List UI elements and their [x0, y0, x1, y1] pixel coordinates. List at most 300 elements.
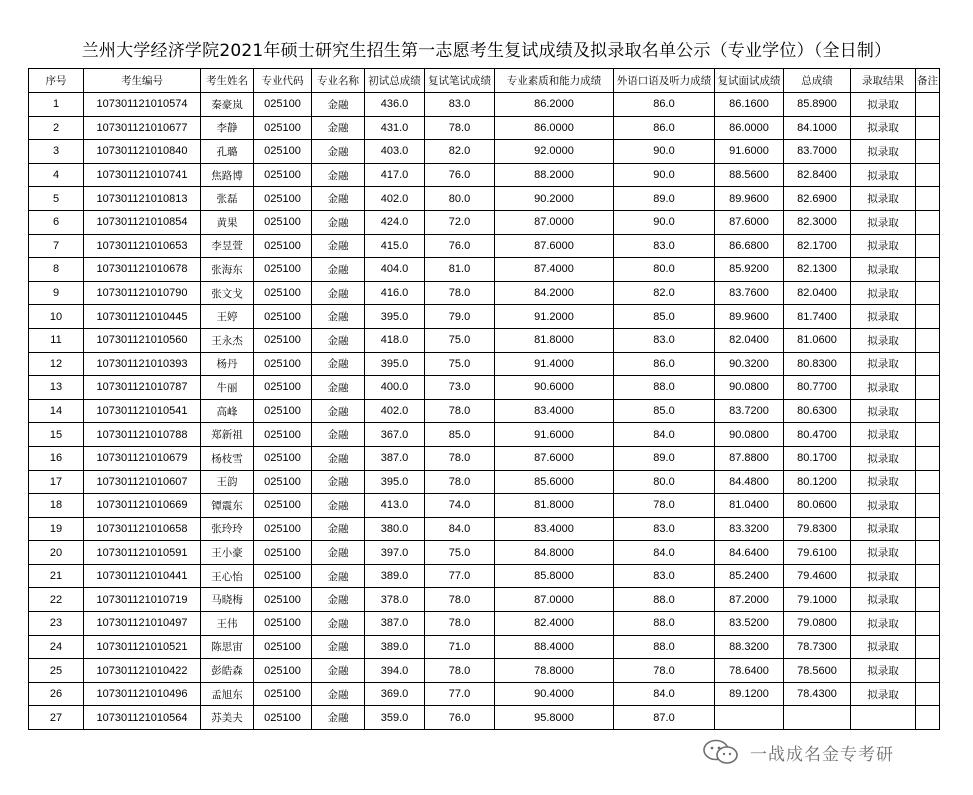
cell-major-name: 金融 [312, 635, 365, 659]
cell-language-score: 90.0 [614, 140, 715, 164]
cell-exam-id: 107301121010840 [84, 140, 201, 164]
cell-remark [916, 635, 940, 659]
cell-index: 14 [29, 399, 84, 423]
cell-remark [916, 517, 940, 541]
cell-major-code: 025100 [254, 140, 312, 164]
cell-remark [916, 210, 940, 234]
cell-interview-score [715, 706, 784, 730]
cell-written-score: 78.0 [425, 588, 495, 612]
cell-remark [916, 281, 940, 305]
cell-interview-score: 89.9600 [715, 305, 784, 329]
cell-major-code: 025100 [254, 494, 312, 518]
cell-language-score: 85.0 [614, 399, 715, 423]
cell-result: 拟录取 [851, 258, 916, 282]
cell-exam-id: 107301121010658 [84, 517, 201, 541]
cell-language-score: 78.0 [614, 659, 715, 683]
table-row [29, 234, 940, 258]
cell-ability-score: 87.0000 [495, 588, 614, 612]
col-header-total-score: 总成绩 [784, 69, 851, 93]
cell-language-score: 84.0 [614, 541, 715, 565]
results-table [28, 68, 940, 730]
cell-major-code: 025100 [254, 588, 312, 612]
cell-name: 黄果 [201, 210, 254, 234]
cell-total-score: 83.7000 [784, 140, 851, 164]
cell-total-score: 80.0600 [784, 494, 851, 518]
cell-written-score: 78.0 [425, 116, 495, 140]
cell-major-code: 025100 [254, 470, 312, 494]
table-row [29, 399, 940, 423]
cell-initial-score: 413.0 [365, 494, 425, 518]
cell-remark [916, 612, 940, 636]
cell-ability-score: 84.2000 [495, 281, 614, 305]
cell-major-name: 金融 [312, 234, 365, 258]
cell-result: 拟录取 [851, 446, 916, 470]
cell-interview-score: 89.9600 [715, 187, 784, 211]
watermark-text: 一战成名金专考研 [750, 744, 894, 765]
cell-exam-id: 107301121010788 [84, 423, 201, 447]
cell-exam-id: 107301121010679 [84, 446, 201, 470]
cell-major-code: 025100 [254, 234, 312, 258]
cell-written-score: 76.0 [425, 234, 495, 258]
cell-result: 拟录取 [851, 564, 916, 588]
cell-initial-score: 395.0 [365, 305, 425, 329]
cell-major-code: 025100 [254, 258, 312, 282]
cell-interview-score: 86.0000 [715, 116, 784, 140]
cell-remark [916, 116, 940, 140]
cell-index: 12 [29, 352, 84, 376]
cell-major-name: 金融 [312, 706, 365, 730]
cell-major-name: 金融 [312, 258, 365, 282]
cell-name: 王小豪 [201, 541, 254, 565]
cell-language-score: 90.0 [614, 210, 715, 234]
cell-major-code: 025100 [254, 659, 312, 683]
cell-language-score: 84.0 [614, 423, 715, 447]
cell-language-score: 84.0 [614, 682, 715, 706]
cell-result: 拟录取 [851, 612, 916, 636]
table-row [29, 659, 940, 683]
cell-initial-score: 387.0 [365, 612, 425, 636]
cell-interview-score: 91.6000 [715, 140, 784, 164]
table-row [29, 470, 940, 494]
cell-major-code: 025100 [254, 210, 312, 234]
cell-total-score: 82.1300 [784, 258, 851, 282]
cell-exam-id: 107301121010813 [84, 187, 201, 211]
cell-initial-score: 418.0 [365, 328, 425, 352]
cell-interview-score: 84.4800 [715, 470, 784, 494]
cell-remark [916, 423, 940, 447]
cell-ability-score: 83.4000 [495, 517, 614, 541]
cell-language-score: 88.0 [614, 635, 715, 659]
cell-major-name: 金融 [312, 423, 365, 447]
cell-initial-score: 431.0 [365, 116, 425, 140]
cell-ability-score: 91.2000 [495, 305, 614, 329]
cell-total-score [784, 706, 851, 730]
cell-major-code: 025100 [254, 399, 312, 423]
cell-index: 24 [29, 635, 84, 659]
cell-ability-score: 91.6000 [495, 423, 614, 447]
cell-written-score: 84.0 [425, 517, 495, 541]
cell-name: 高峰 [201, 399, 254, 423]
table-row [29, 494, 940, 518]
table-row [29, 588, 940, 612]
cell-result: 拟录取 [851, 305, 916, 329]
table-row [29, 517, 940, 541]
cell-ability-score: 86.0000 [495, 116, 614, 140]
cell-major-name: 金融 [312, 163, 365, 187]
cell-remark [916, 258, 940, 282]
table-row [29, 93, 940, 117]
cell-exam-id: 107301121010422 [84, 659, 201, 683]
cell-index: 18 [29, 494, 84, 518]
cell-name: 张玲玲 [201, 517, 254, 541]
cell-name: 王心怡 [201, 564, 254, 588]
cell-ability-score: 84.8000 [495, 541, 614, 565]
cell-initial-score: 397.0 [365, 541, 425, 565]
cell-index: 16 [29, 446, 84, 470]
cell-major-code: 025100 [254, 328, 312, 352]
cell-index: 17 [29, 470, 84, 494]
cell-result: 拟录取 [851, 163, 916, 187]
cell-written-score: 77.0 [425, 564, 495, 588]
cell-written-score: 78.0 [425, 446, 495, 470]
cell-major-name: 金融 [312, 541, 365, 565]
cell-initial-score: 369.0 [365, 682, 425, 706]
cell-major-code: 025100 [254, 612, 312, 636]
table-row [29, 281, 940, 305]
header-row [29, 69, 940, 93]
cell-major-name: 金融 [312, 682, 365, 706]
cell-major-name: 金融 [312, 612, 365, 636]
cell-initial-score: 395.0 [365, 470, 425, 494]
cell-interview-score: 83.7200 [715, 399, 784, 423]
cell-ability-score: 88.4000 [495, 635, 614, 659]
cell-exam-id: 107301121010678 [84, 258, 201, 282]
table-row [29, 305, 940, 329]
cell-written-score: 77.0 [425, 682, 495, 706]
cell-major-code: 025100 [254, 116, 312, 140]
cell-remark [916, 399, 940, 423]
cell-ability-score: 87.6000 [495, 234, 614, 258]
cell-interview-score: 85.2400 [715, 564, 784, 588]
cell-major-code: 025100 [254, 93, 312, 117]
table-row [29, 706, 940, 730]
cell-major-code: 025100 [254, 517, 312, 541]
table-body [29, 93, 940, 730]
cell-written-score: 78.0 [425, 659, 495, 683]
cell-exam-id: 107301121010741 [84, 163, 201, 187]
cell-result: 拟录取 [851, 423, 916, 447]
cell-ability-score: 87.6000 [495, 446, 614, 470]
cell-remark [916, 140, 940, 164]
cell-result: 拟录取 [851, 659, 916, 683]
cell-index: 25 [29, 659, 84, 683]
cell-ability-score: 83.4000 [495, 399, 614, 423]
cell-language-score: 86.0 [614, 352, 715, 376]
cell-index: 3 [29, 140, 84, 164]
col-header-result: 录取结果 [851, 69, 916, 93]
cell-name: 秦豪岚 [201, 93, 254, 117]
cell-exam-id: 107301121010790 [84, 281, 201, 305]
cell-major-name: 金融 [312, 659, 365, 683]
cell-exam-id: 107301121010719 [84, 588, 201, 612]
col-header-name: 考生姓名 [201, 69, 254, 93]
cell-interview-score: 78.6400 [715, 659, 784, 683]
cell-ability-score: 85.6000 [495, 470, 614, 494]
cell-remark [916, 305, 940, 329]
cell-ability-score: 81.8000 [495, 328, 614, 352]
cell-initial-score: 378.0 [365, 588, 425, 612]
cell-name: 杨丹 [201, 352, 254, 376]
cell-name: 焦路博 [201, 163, 254, 187]
cell-result: 拟录取 [851, 93, 916, 117]
cell-remark [916, 494, 940, 518]
cell-name: 王婷 [201, 305, 254, 329]
cell-written-score: 78.0 [425, 612, 495, 636]
cell-ability-score: 85.8000 [495, 564, 614, 588]
cell-ability-score: 90.4000 [495, 682, 614, 706]
cell-language-score: 82.0 [614, 281, 715, 305]
table-row [29, 140, 940, 164]
cell-interview-score: 87.2000 [715, 588, 784, 612]
cell-exam-id: 107301121010560 [84, 328, 201, 352]
cell-initial-score: 389.0 [365, 564, 425, 588]
cell-language-score: 80.0 [614, 258, 715, 282]
cell-result: 拟录取 [851, 281, 916, 305]
cell-result: 拟录取 [851, 187, 916, 211]
col-header-interview-score: 复试面试成绩 [715, 69, 784, 93]
cell-major-code: 025100 [254, 305, 312, 329]
cell-exam-id: 107301121010496 [84, 682, 201, 706]
cell-exam-id: 107301121010393 [84, 352, 201, 376]
table-row [29, 541, 940, 565]
table-row [29, 163, 940, 187]
cell-language-score: 85.0 [614, 305, 715, 329]
cell-remark [916, 446, 940, 470]
cell-name: 张海东 [201, 258, 254, 282]
wechat-icon [700, 738, 744, 766]
cell-ability-score: 81.8000 [495, 494, 614, 518]
cell-result [851, 706, 916, 730]
cell-remark [916, 328, 940, 352]
cell-index: 21 [29, 564, 84, 588]
cell-index: 5 [29, 187, 84, 211]
cell-interview-score: 89.1200 [715, 682, 784, 706]
cell-initial-score: 367.0 [365, 423, 425, 447]
cell-major-code: 025100 [254, 635, 312, 659]
cell-interview-score: 83.7600 [715, 281, 784, 305]
cell-index: 13 [29, 376, 84, 400]
cell-remark [916, 682, 940, 706]
cell-written-score: 81.0 [425, 258, 495, 282]
cell-remark [916, 564, 940, 588]
cell-index: 22 [29, 588, 84, 612]
cell-initial-score: 416.0 [365, 281, 425, 305]
cell-remark [916, 659, 940, 683]
cell-written-score: 71.0 [425, 635, 495, 659]
cell-exam-id: 107301121010854 [84, 210, 201, 234]
cell-initial-score: 436.0 [365, 93, 425, 117]
cell-initial-score: 404.0 [365, 258, 425, 282]
cell-name: 镡震东 [201, 494, 254, 518]
cell-index: 6 [29, 210, 84, 234]
cell-initial-score: 394.0 [365, 659, 425, 683]
table-row [29, 328, 940, 352]
cell-total-score: 82.8400 [784, 163, 851, 187]
cell-interview-score: 87.8800 [715, 446, 784, 470]
cell-total-score: 79.0800 [784, 612, 851, 636]
cell-index: 7 [29, 234, 84, 258]
table-row [29, 376, 940, 400]
table-row [29, 682, 940, 706]
cell-ability-score: 88.2000 [495, 163, 614, 187]
cell-ability-score: 78.8000 [495, 659, 614, 683]
cell-remark [916, 541, 940, 565]
cell-total-score: 82.3000 [784, 210, 851, 234]
cell-exam-id: 107301121010607 [84, 470, 201, 494]
cell-major-name: 金融 [312, 187, 365, 211]
cell-total-score: 80.1200 [784, 470, 851, 494]
watermark [700, 734, 970, 770]
cell-initial-score: 389.0 [365, 635, 425, 659]
cell-result: 拟录取 [851, 517, 916, 541]
cell-name: 张磊 [201, 187, 254, 211]
cell-major-code: 025100 [254, 682, 312, 706]
cell-major-name: 金融 [312, 93, 365, 117]
cell-language-score: 87.0 [614, 706, 715, 730]
cell-total-score: 85.8900 [784, 93, 851, 117]
table-row [29, 564, 940, 588]
cell-written-score: 72.0 [425, 210, 495, 234]
cell-interview-score: 87.6000 [715, 210, 784, 234]
cell-interview-score: 83.5200 [715, 612, 784, 636]
cell-total-score: 79.4600 [784, 564, 851, 588]
cell-interview-score: 90.0800 [715, 423, 784, 447]
cell-result: 拟录取 [851, 470, 916, 494]
cell-written-score: 74.0 [425, 494, 495, 518]
cell-exam-id: 107301121010591 [84, 541, 201, 565]
cell-major-code: 025100 [254, 564, 312, 588]
cell-remark [916, 376, 940, 400]
cell-ability-score: 86.2000 [495, 93, 614, 117]
cell-ability-score: 92.0000 [495, 140, 614, 164]
cell-total-score: 82.1700 [784, 234, 851, 258]
cell-name: 王伟 [201, 612, 254, 636]
cell-interview-score: 88.3200 [715, 635, 784, 659]
cell-exam-id: 107301121010574 [84, 93, 201, 117]
cell-total-score: 80.8300 [784, 352, 851, 376]
cell-result: 拟录取 [851, 328, 916, 352]
col-header-major-code: 专业代码 [254, 69, 312, 93]
cell-result: 拟录取 [851, 635, 916, 659]
cell-language-score: 89.0 [614, 446, 715, 470]
cell-written-score: 85.0 [425, 423, 495, 447]
cell-language-score: 86.0 [614, 93, 715, 117]
cell-total-score: 84.1000 [784, 116, 851, 140]
cell-index: 23 [29, 612, 84, 636]
cell-major-name: 金融 [312, 328, 365, 352]
cell-language-score: 83.0 [614, 517, 715, 541]
col-header-exam-id: 考生编号 [84, 69, 201, 93]
cell-language-score: 90.0 [614, 163, 715, 187]
cell-total-score: 79.6100 [784, 541, 851, 565]
cell-major-code: 025100 [254, 187, 312, 211]
cell-major-name: 金融 [312, 116, 365, 140]
cell-exam-id: 107301121010787 [84, 376, 201, 400]
cell-name: 王永杰 [201, 328, 254, 352]
cell-initial-score: 380.0 [365, 517, 425, 541]
cell-interview-score: 81.0400 [715, 494, 784, 518]
cell-index: 15 [29, 423, 84, 447]
cell-total-score: 78.4300 [784, 682, 851, 706]
cell-written-score: 76.0 [425, 706, 495, 730]
cell-index: 27 [29, 706, 84, 730]
cell-written-score: 75.0 [425, 352, 495, 376]
cell-language-score: 88.0 [614, 612, 715, 636]
cell-written-score: 83.0 [425, 93, 495, 117]
table-row [29, 446, 940, 470]
cell-exam-id: 107301121010653 [84, 234, 201, 258]
cell-major-name: 金融 [312, 281, 365, 305]
cell-language-score: 83.0 [614, 328, 715, 352]
cell-major-name: 金融 [312, 352, 365, 376]
cell-exam-id: 107301121010669 [84, 494, 201, 518]
cell-index: 2 [29, 116, 84, 140]
cell-name: 牛丽 [201, 376, 254, 400]
cell-major-name: 金融 [312, 470, 365, 494]
col-header-language-score: 外语口语及听力成绩 [614, 69, 715, 93]
cell-name: 陈思宙 [201, 635, 254, 659]
table-row [29, 210, 940, 234]
cell-ability-score: 91.4000 [495, 352, 614, 376]
cell-total-score: 82.0400 [784, 281, 851, 305]
cell-total-score: 79.8300 [784, 517, 851, 541]
cell-written-score: 75.0 [425, 541, 495, 565]
cell-remark [916, 588, 940, 612]
cell-exam-id: 107301121010445 [84, 305, 201, 329]
cell-major-name: 金融 [312, 399, 365, 423]
cell-language-score: 78.0 [614, 494, 715, 518]
cell-total-score: 81.7400 [784, 305, 851, 329]
cell-result: 拟录取 [851, 682, 916, 706]
cell-major-name: 金融 [312, 305, 365, 329]
cell-major-code: 025100 [254, 281, 312, 305]
cell-total-score: 82.6900 [784, 187, 851, 211]
cell-total-score: 80.6300 [784, 399, 851, 423]
table-row [29, 423, 940, 447]
cell-exam-id: 107301121010564 [84, 706, 201, 730]
col-header-major-name: 专业名称 [312, 69, 365, 93]
cell-index: 10 [29, 305, 84, 329]
table-row [29, 612, 940, 636]
cell-name: 孟旭东 [201, 682, 254, 706]
cell-name: 杨枝雪 [201, 446, 254, 470]
col-header-written-score: 复试笔试成绩 [425, 69, 495, 93]
cell-result: 拟录取 [851, 140, 916, 164]
cell-ability-score: 90.6000 [495, 376, 614, 400]
cell-language-score: 86.0 [614, 116, 715, 140]
cell-total-score: 80.1700 [784, 446, 851, 470]
cell-major-name: 金融 [312, 494, 365, 518]
cell-exam-id: 107301121010441 [84, 564, 201, 588]
cell-result: 拟录取 [851, 352, 916, 376]
col-header-remark: 备注 [916, 69, 940, 93]
cell-name: 彭皓森 [201, 659, 254, 683]
cell-interview-score: 85.9200 [715, 258, 784, 282]
cell-written-score: 78.0 [425, 399, 495, 423]
cell-name: 李昱萱 [201, 234, 254, 258]
cell-index: 1 [29, 93, 84, 117]
cell-interview-score: 84.6400 [715, 541, 784, 565]
